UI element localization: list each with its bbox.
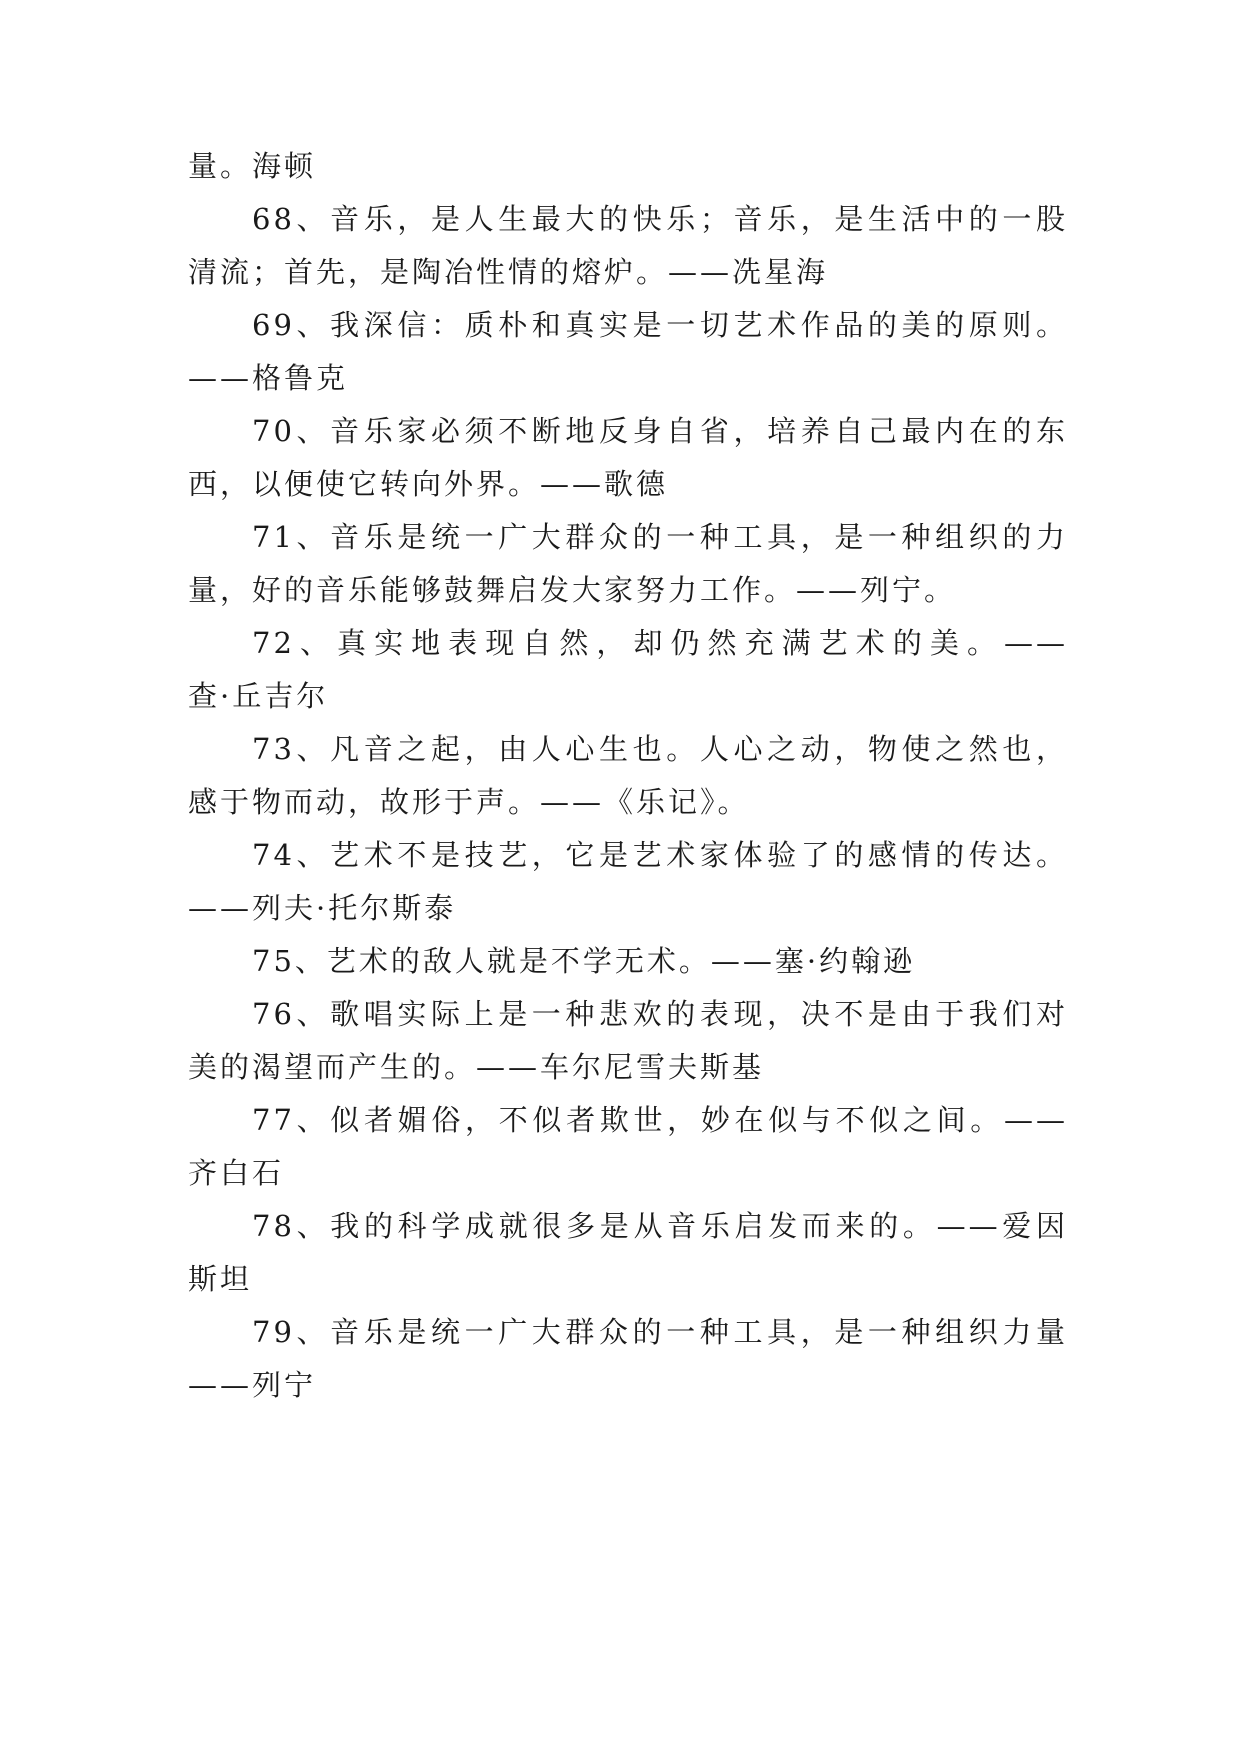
text-line: 75、艺术的敌人就是不学无术。——塞·约翰逊 [252,944,916,978]
text-line: ——列夫·托尔斯泰 [188,891,457,925]
text-line: 77、似者媚俗，不似者欺世，妙在似与不似之间。—— [252,1103,1068,1137]
text-line: 清流；首先，是陶冶性情的熔炉。——冼星海 [188,255,829,289]
text-line: 74、艺术不是技艺，它是艺术家体验了的感情的传达。 [252,838,1068,872]
text-line: 齐白石 [188,1156,285,1190]
text-line: 78、我的科学成就很多是从音乐启发而来的。——爱因 [252,1209,1068,1243]
text-line: 71、音乐是统一广大群众的一种工具，是一种组织的力 [252,520,1068,554]
text-line: 76、歌唱实际上是一种悲欢的表现，决不是由于我们对 [252,997,1068,1031]
text-line: 72、真实地表现自然，却仍然充满艺术的美。—— [252,626,1068,660]
text-line: 美的渴望而产生的。——车尔尼雪夫斯基 [188,1050,765,1084]
text-line: 69、我深信：质朴和真实是一切艺术作品的美的原则。 [252,308,1068,342]
text-line: 73、凡音之起，由人心生也。人心之动，物使之然也， [252,732,1068,766]
text-line: 西，以便使它转向外界。——歌德 [188,467,669,501]
text-line: 70、音乐家必须不断地反身自省，培养自己最内在的东 [252,414,1068,448]
text-line: 79、音乐是统一广大群众的一种工具，是一种组织力量 [252,1315,1068,1349]
text-line: 量，好的音乐能够鼓舞启发大家努力工作。——列宁。 [188,573,957,607]
text-line: 感于物而动，故形于声。——《乐记》。 [188,785,750,819]
text-line: 查·丘吉尔 [188,679,329,713]
text-line: 斯坦 [188,1262,253,1296]
text-line: 68、音乐，是人生最大的快乐；音乐，是生活中的一股 [252,202,1068,236]
text-line: ——格鲁克 [188,361,349,395]
text-line: ——列宁 [188,1368,317,1402]
text-line: 量。海顿 [188,149,317,183]
